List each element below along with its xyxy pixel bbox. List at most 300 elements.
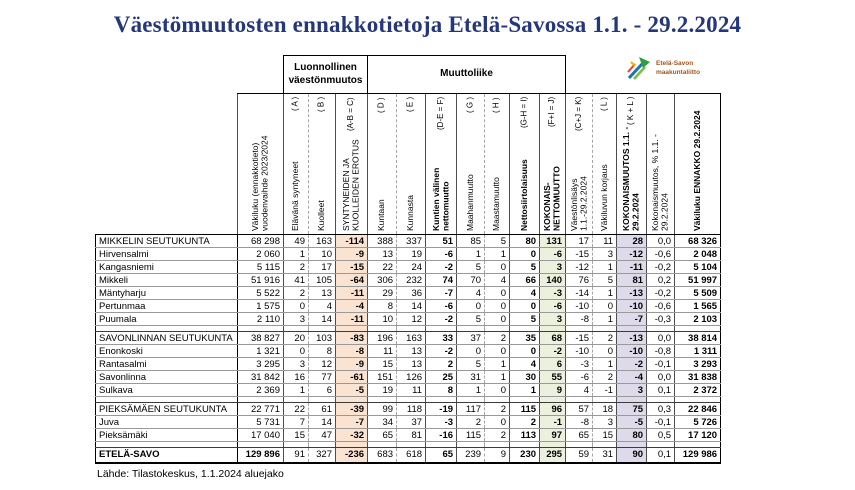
- data-cell: -3: [566, 358, 593, 371]
- data-cell: 16: [284, 371, 309, 384]
- kunta-row: [96, 300, 721, 313]
- data-cell: 99: [368, 403, 397, 416]
- data-cell: 126: [397, 371, 426, 384]
- data-cell: -2: [617, 358, 647, 371]
- data-cell: 2: [485, 332, 510, 345]
- data-cell: 4: [309, 300, 336, 313]
- data-cell: -0,8: [647, 345, 675, 358]
- column-header-label: KOKONAIS- NETTOMUUTTO: [542, 166, 562, 231]
- data-cell: 41: [284, 274, 309, 287]
- data-cell: 11: [593, 235, 617, 248]
- data-cell: 0,3: [647, 403, 675, 416]
- group-header-natural-change: Luonnollinen väestönmuutos: [284, 56, 368, 94]
- data-cell: 3: [593, 416, 617, 429]
- data-cell: -10: [566, 345, 593, 358]
- data-cell: 1 311: [675, 345, 721, 358]
- column-header-label: Maastamuutto: [491, 177, 502, 231]
- data-cell: 80: [617, 429, 647, 442]
- data-cell: 3: [617, 384, 647, 397]
- data-cell: 66: [510, 274, 540, 287]
- data-cell: 68 298: [238, 235, 284, 248]
- data-cell: 0: [457, 300, 485, 313]
- data-cell: 9: [485, 448, 510, 463]
- data-cell: 6: [309, 384, 336, 397]
- data-cell: 129 986: [675, 448, 721, 463]
- data-cell: 103: [309, 332, 336, 345]
- data-cell: 37: [457, 332, 485, 345]
- data-cell: 2: [485, 403, 510, 416]
- data-cell: 1 565: [675, 300, 721, 313]
- data-cell: 15: [593, 429, 617, 442]
- data-cell: 1: [284, 384, 309, 397]
- data-cell: 0: [485, 313, 510, 326]
- data-cell: 618: [397, 448, 426, 463]
- column-header-10: [540, 94, 566, 235]
- kunta-row: [96, 429, 721, 442]
- data-cell: 0: [485, 287, 510, 300]
- data-cell: -2: [426, 261, 457, 274]
- data-cell: 6: [540, 358, 566, 371]
- data-cell: -39: [336, 403, 368, 416]
- column-header-label: Nettosiirtolaisuus: [518, 159, 529, 231]
- data-cell: 14: [309, 313, 336, 326]
- data-cell: 129 896: [238, 448, 284, 463]
- kunta-row: [96, 248, 721, 261]
- data-cell: 5: [457, 313, 485, 326]
- row-label: Hirvensalmi: [96, 248, 238, 261]
- data-cell: 0: [593, 345, 617, 358]
- data-cell: 15: [368, 358, 397, 371]
- column-header-label: Elävänä syntyneet: [290, 161, 301, 231]
- data-cell: -11: [336, 313, 368, 326]
- data-cell: 1: [457, 248, 485, 261]
- column-header-code: ( G ): [465, 97, 475, 113]
- arrow-logo-icon: [626, 55, 652, 82]
- data-cell: -32: [336, 429, 368, 442]
- data-cell: 7: [284, 416, 309, 429]
- data-cell: 2: [426, 358, 457, 371]
- row-label: Enonkoski: [96, 345, 238, 358]
- data-cell: 2: [510, 416, 540, 429]
- data-cell: 5: [593, 274, 617, 287]
- data-cell: -64: [336, 274, 368, 287]
- data-cell: 151: [368, 371, 397, 384]
- data-cell: 117: [457, 403, 485, 416]
- data-cell: 2: [284, 261, 309, 274]
- data-cell: 13: [368, 248, 397, 261]
- data-cell: 0: [510, 248, 540, 261]
- row-label: Sulkava: [96, 384, 238, 397]
- data-cell: 1 321: [238, 345, 284, 358]
- data-cell: 1: [593, 287, 617, 300]
- data-cell: 2 369: [238, 384, 284, 397]
- data-cell: -2: [540, 345, 566, 358]
- data-cell: 5: [510, 261, 540, 274]
- data-cell: -19: [426, 403, 457, 416]
- data-cell: 55: [540, 371, 566, 384]
- logo-text: [656, 60, 700, 76]
- data-cell: 306: [368, 274, 397, 287]
- column-header-label: Kuolleet: [316, 200, 327, 231]
- column-header-15: [675, 94, 721, 235]
- data-cell: 22: [368, 261, 397, 274]
- data-cell: -2: [426, 313, 457, 326]
- column-header-13: [617, 94, 647, 235]
- data-cell: 5 509: [675, 287, 721, 300]
- logo-line2: maakuntaliitto: [656, 68, 701, 76]
- data-cell: 239: [457, 448, 485, 463]
- logo-line1: Etelä-Savon: [656, 60, 694, 68]
- data-cell: 90: [617, 448, 647, 463]
- data-cell: 61: [309, 403, 336, 416]
- data-cell: -3: [426, 416, 457, 429]
- data-cell: 0: [485, 300, 510, 313]
- row-label: Mäntyharju: [96, 287, 238, 300]
- data-cell: 51 997: [675, 274, 721, 287]
- data-cell: 24: [397, 261, 426, 274]
- data-cell: 2 048: [675, 248, 721, 261]
- data-cell: 115: [510, 403, 540, 416]
- data-cell: 2: [593, 371, 617, 384]
- data-cell: -7: [336, 416, 368, 429]
- data-cell: 65: [426, 448, 457, 463]
- data-cell: 5 104: [675, 261, 721, 274]
- data-cell: 22 846: [675, 403, 721, 416]
- data-cell: 47: [309, 429, 336, 442]
- column-header-label: Väkiluku ENNAKKO 29.2.2024: [691, 110, 702, 231]
- kunta-row: [96, 313, 721, 326]
- data-cell: 77: [309, 371, 336, 384]
- data-cell: -5: [617, 416, 647, 429]
- data-cell: 683: [368, 448, 397, 463]
- data-cell: 20: [284, 332, 309, 345]
- data-cell: -15: [336, 261, 368, 274]
- data-cell: 29: [368, 287, 397, 300]
- row-label: Rantasalmi: [96, 358, 238, 371]
- data-cell: -3: [540, 287, 566, 300]
- data-cell: 5: [510, 313, 540, 326]
- column-header-11: [566, 94, 593, 235]
- data-cell: 1: [485, 371, 510, 384]
- data-cell: -12: [617, 248, 647, 261]
- data-cell: -8: [566, 416, 593, 429]
- data-cell: -6: [426, 300, 457, 313]
- data-cell: -6: [540, 248, 566, 261]
- data-cell: 3: [284, 358, 309, 371]
- data-cell: 388: [368, 235, 397, 248]
- data-cell: -4: [617, 371, 647, 384]
- data-cell: 230: [510, 448, 540, 463]
- data-cell: 2 103: [675, 313, 721, 326]
- data-cell: 0: [457, 345, 485, 358]
- data-cell: 1: [593, 358, 617, 371]
- data-cell: -0,2: [647, 261, 675, 274]
- data-cell: 97: [540, 429, 566, 442]
- data-cell: 31: [593, 448, 617, 463]
- column-header-code: (A-B = C): [346, 97, 356, 131]
- data-cell: -8: [566, 313, 593, 326]
- group-header-spacer-left: [96, 56, 284, 94]
- column-header-label: SYNTYNEIDEN JA KUOLLEIDEN EROTUS: [341, 139, 361, 231]
- column-header-label: Kunnasta: [405, 195, 416, 231]
- column-header-2: [309, 94, 336, 235]
- kunta-row: [96, 287, 721, 300]
- seutukunta-row: [96, 332, 721, 345]
- data-cell: 91: [284, 448, 309, 463]
- data-cell: 1 575: [238, 300, 284, 313]
- data-cell: -13: [617, 287, 647, 300]
- data-cell: 0,0: [647, 235, 675, 248]
- data-cell: 2 060: [238, 248, 284, 261]
- data-cell: 37: [397, 416, 426, 429]
- data-cell: 8: [426, 384, 457, 397]
- data-cell: 17 120: [675, 429, 721, 442]
- data-cell: -10: [566, 300, 593, 313]
- data-cell: 1: [284, 248, 309, 261]
- data-cell: -14: [566, 287, 593, 300]
- data-cell: 1: [593, 313, 617, 326]
- data-cell: 59: [566, 448, 593, 463]
- data-cell: 85: [457, 235, 485, 248]
- data-cell: 57: [566, 403, 593, 416]
- data-cell: 18: [593, 403, 617, 416]
- data-cell: 17 040: [238, 429, 284, 442]
- population-table-wrap: [95, 55, 795, 464]
- row-label-column-header: [96, 94, 238, 235]
- data-cell: 11: [397, 384, 426, 397]
- data-cell: -0,1: [647, 416, 675, 429]
- data-cell: -0,2: [647, 287, 675, 300]
- data-cell: 140: [540, 274, 566, 287]
- data-cell: 4: [510, 358, 540, 371]
- data-cell: -5: [336, 384, 368, 397]
- column-header-code: (D-E = F): [435, 97, 445, 131]
- data-cell: 2: [593, 332, 617, 345]
- data-cell: -0,6: [647, 248, 675, 261]
- data-cell: 2 372: [675, 384, 721, 397]
- data-cell: -2: [426, 345, 457, 358]
- group-header-migration: Muuttoliike: [368, 56, 566, 94]
- data-cell: 0,2: [647, 274, 675, 287]
- data-cell: 2: [284, 287, 309, 300]
- column-header-8: [485, 94, 510, 235]
- kunta-row: [96, 345, 721, 358]
- data-cell: 35: [510, 332, 540, 345]
- table-body: [96, 235, 721, 463]
- column-header-code: ( K + L ): [626, 97, 636, 126]
- data-cell: -10: [617, 345, 647, 358]
- data-cell: 327: [309, 448, 336, 463]
- data-cell: 5 731: [238, 416, 284, 429]
- data-cell: -7: [617, 313, 647, 326]
- data-cell: 113: [510, 429, 540, 442]
- kunta-row: [96, 358, 721, 371]
- data-cell: 17: [309, 261, 336, 274]
- data-cell: 5 726: [675, 416, 721, 429]
- data-cell: 3 293: [675, 358, 721, 371]
- column-header-4: [368, 94, 397, 235]
- column-header-code: (G-H = I): [519, 97, 529, 129]
- data-cell: 51: [426, 235, 457, 248]
- data-cell: 12: [397, 313, 426, 326]
- data-cell: 232: [397, 274, 426, 287]
- column-header-code: ( L ): [599, 97, 609, 111]
- column-header-label: KOKONAISMUUTOS 1.1. - 29.2.2024: [621, 126, 641, 231]
- data-cell: -83: [336, 332, 368, 345]
- data-cell: 17: [566, 235, 593, 248]
- column-header-label: Väkiluvun korjaus: [598, 164, 609, 231]
- data-cell: -1: [540, 416, 566, 429]
- data-cell: 3: [284, 313, 309, 326]
- data-cell: 4: [457, 287, 485, 300]
- column-header-label: Maahanmuutto: [464, 174, 475, 231]
- data-cell: 0: [485, 416, 510, 429]
- data-cell: 0: [284, 300, 309, 313]
- data-cell: 4: [566, 384, 593, 397]
- data-cell: 31 838: [675, 371, 721, 384]
- seutukunta-row: [96, 235, 721, 248]
- data-cell: 337: [397, 235, 426, 248]
- column-header-code: (C+J = K): [573, 97, 583, 132]
- data-cell: -0,3: [647, 313, 675, 326]
- data-cell: 34: [368, 416, 397, 429]
- data-cell: 1: [510, 384, 540, 397]
- column-header-code: ( H ): [491, 97, 501, 113]
- data-cell: 30: [510, 371, 540, 384]
- data-cell: 8: [309, 345, 336, 358]
- data-cell: 19: [368, 384, 397, 397]
- data-cell: 1: [485, 248, 510, 261]
- kunta-row: [96, 371, 721, 384]
- column-header-12: [593, 94, 617, 235]
- data-cell: 5: [485, 235, 510, 248]
- data-cell: 81: [617, 274, 647, 287]
- data-cell: 163: [309, 235, 336, 248]
- data-cell: 65: [368, 429, 397, 442]
- column-header-code: (F+I = J): [547, 97, 557, 128]
- data-cell: 38 814: [675, 332, 721, 345]
- kunta-row: [96, 416, 721, 429]
- data-cell: 25: [426, 371, 457, 384]
- data-cell: 76: [566, 274, 593, 287]
- data-cell: -9: [336, 248, 368, 261]
- data-cell: -4: [336, 300, 368, 313]
- data-cell: 80: [510, 235, 540, 248]
- data-cell: 0: [485, 261, 510, 274]
- data-cell: 5: [457, 261, 485, 274]
- data-cell: 1: [457, 384, 485, 397]
- population-statistics-table: [95, 55, 721, 464]
- data-cell: 3: [593, 248, 617, 261]
- column-header-6: [426, 94, 457, 235]
- data-cell: 0: [510, 300, 540, 313]
- data-cell: 9: [540, 384, 566, 397]
- data-cell: -6: [426, 248, 457, 261]
- data-cell: 36: [397, 287, 426, 300]
- column-header-7: [457, 94, 485, 235]
- data-cell: 5 115: [238, 261, 284, 274]
- data-cell: -11: [336, 287, 368, 300]
- data-cell: -16: [426, 429, 457, 442]
- data-cell: 0,0: [647, 332, 675, 345]
- data-cell: 68: [540, 332, 566, 345]
- data-cell: 0: [485, 345, 510, 358]
- column-header-row: [96, 94, 721, 235]
- data-cell: -1: [593, 384, 617, 397]
- data-cell: 0,1: [647, 448, 675, 463]
- column-header-label: Väkiluku (ennakkotieto) vuodenvaihde 2023/2024: [249, 135, 270, 231]
- data-cell: 3: [540, 313, 566, 326]
- column-header-0: [238, 94, 284, 235]
- row-label: Puumala: [96, 313, 238, 326]
- row-label: MIKKELIN SEUTUKUNTA: [96, 235, 238, 248]
- data-cell: 38 827: [238, 332, 284, 345]
- data-cell: 5 522: [238, 287, 284, 300]
- data-cell: 74: [426, 274, 457, 287]
- row-label: ETELÄ-SAVO: [96, 448, 238, 463]
- data-cell: 31 842: [238, 371, 284, 384]
- data-cell: 196: [368, 332, 397, 345]
- data-cell: 10: [309, 248, 336, 261]
- data-cell: 51 916: [238, 274, 284, 287]
- data-cell: 0: [485, 384, 510, 397]
- data-cell: 70: [457, 274, 485, 287]
- data-cell: 163: [397, 332, 426, 345]
- data-cell: -13: [617, 332, 647, 345]
- data-cell: 1: [593, 261, 617, 274]
- data-cell: 4: [510, 287, 540, 300]
- data-cell: 31: [457, 371, 485, 384]
- data-cell: 11: [368, 345, 397, 358]
- data-cell: -114: [336, 235, 368, 248]
- data-cell: 10: [368, 313, 397, 326]
- data-cell: 14: [309, 416, 336, 429]
- seutukunta-row: [96, 403, 721, 416]
- data-cell: -11: [617, 261, 647, 274]
- column-header-9: [510, 94, 540, 235]
- data-cell: -6: [566, 371, 593, 384]
- data-cell: 105: [309, 274, 336, 287]
- data-cell: 0: [284, 345, 309, 358]
- data-cell: 115: [457, 429, 485, 442]
- data-cell: 0,5: [647, 429, 675, 442]
- data-cell: -12: [566, 261, 593, 274]
- data-cell: 33: [426, 332, 457, 345]
- data-cell: -0,6: [647, 300, 675, 313]
- data-cell: 2 110: [238, 313, 284, 326]
- row-label: Pertunmaa: [96, 300, 238, 313]
- data-cell: 118: [397, 403, 426, 416]
- data-cell: 0: [593, 300, 617, 313]
- column-header-1: [284, 94, 309, 235]
- row-label: Savonlinna: [96, 371, 238, 384]
- column-header-code: ( B ): [316, 97, 326, 113]
- data-cell: -236: [336, 448, 368, 463]
- column-header-5: [397, 94, 426, 235]
- column-header-label: Kuntien välinen nettomuutto: [430, 167, 451, 231]
- data-cell: 3: [540, 261, 566, 274]
- data-cell: -0,1: [647, 358, 675, 371]
- column-header-code: ( D ): [376, 97, 386, 113]
- row-label: PIEKSÄMÄEN SEUTUKUNTA: [96, 403, 238, 416]
- data-cell: 96: [540, 403, 566, 416]
- data-cell: 0,1: [647, 384, 675, 397]
- column-header-code: ( E ): [405, 97, 415, 113]
- maakuntaliitto-logo: [626, 55, 700, 82]
- data-cell: 15: [284, 429, 309, 442]
- data-cell: 8: [368, 300, 397, 313]
- column-header-label: Kokonaismuutos, % 1.1. - 29.2.2024: [650, 134, 670, 231]
